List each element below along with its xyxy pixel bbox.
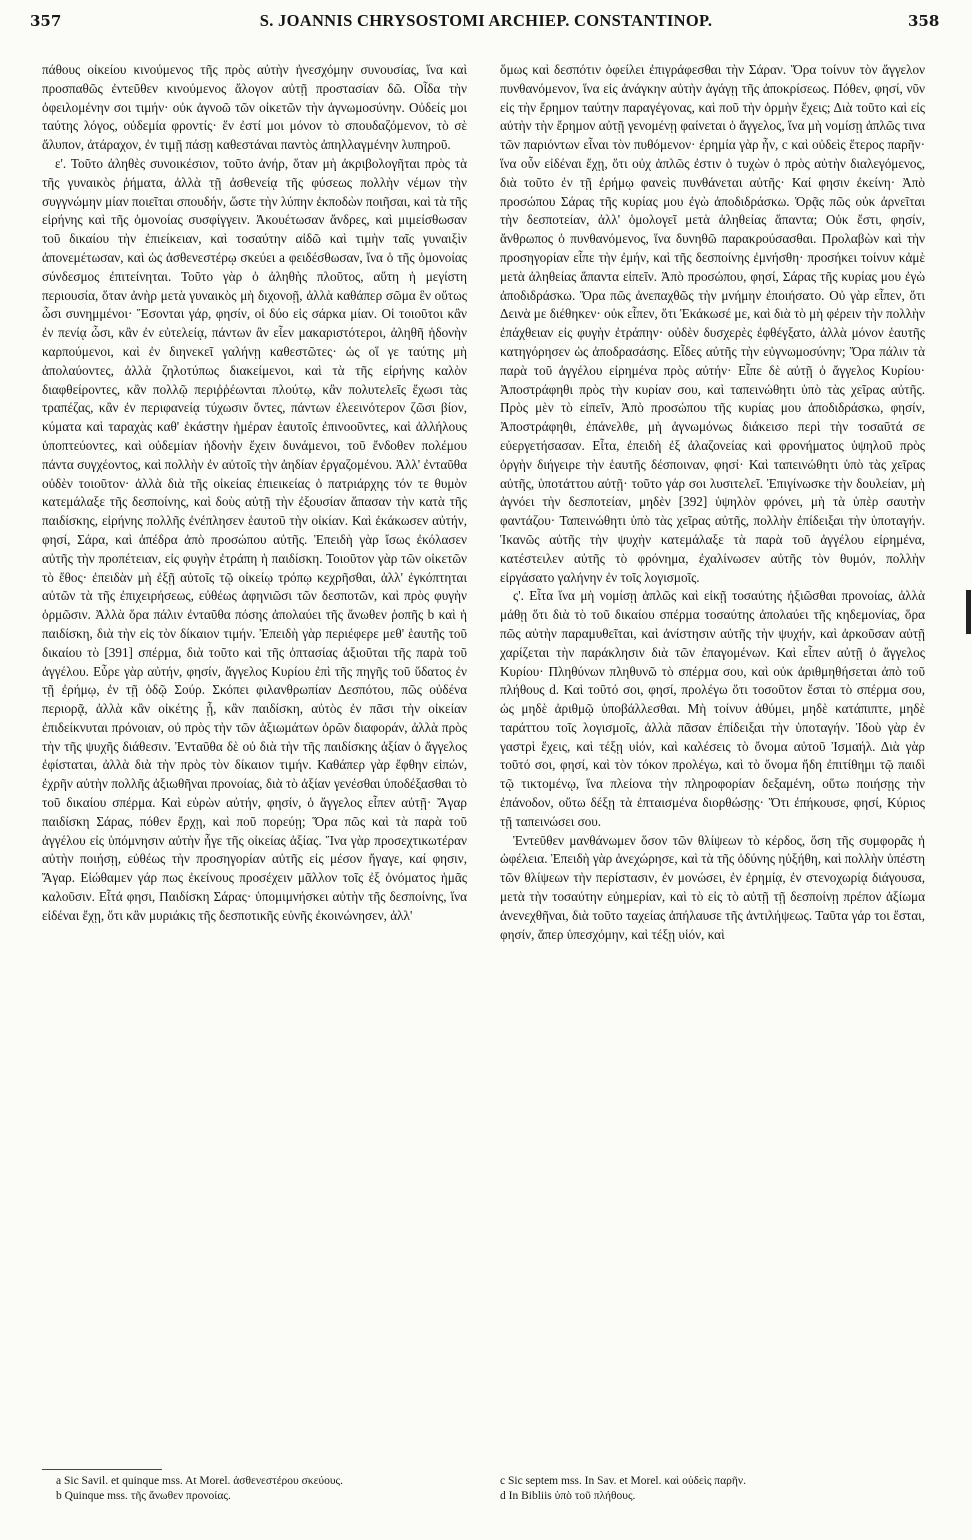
running-header <box>0 0 972 40</box>
footnote: d In Bibliis ὑπὸ τοῦ πλήθους. <box>500 1490 636 1502</box>
footnote: a Sic Savil. et quinque mss. At Morel. ἀσθενεστέρου σκεύους. <box>56 1475 343 1487</box>
footnotes-right <box>500 1474 920 1504</box>
binding-edge-mark <box>966 590 971 634</box>
paragraph: ς'. Εἶτα ἵνα μὴ νομίσῃ ἁπλῶς καὶ εἰκῇ τοσαύτης ἠξιῶσθαι προνοίας, ἀλλὰ μάθῃ ὅτι διὰ τὸ τοῦ δικαίου σπέρμα τοσαύτης ἀπολαύει τῆς κηδεμονίας, ὅρα πῶς αὐτὴν παραμυθεῖται, καὶ ἀνίστησιν αὐτῆς τὴν ψυχήν, καὶ ἀρκοῦσαν αὐτῇ χαρίζεται τὴν παράκλησιν διὰ τῶν ἐπαγομένων. Καὶ εἶπεν αὐτῇ ὁ ἄγγελος Κυρίου· Πληθύνων πληθυνῶ τὸ σπέρμα σου, καὶ οὐκ ἀριθμηθήσεται ἀπὸ τοῦ πλήθους d. Καὶ τοῦτό σοι, φησί, προλέγω ὅτι τοσοῦτον ἔσται τὸ σπέρμα σου, ὡς μηδὲ ἀριθμῷ ὑποβάλλεσθαι. Μὴ τοίνυν ἀθύμει, μηδὲ κατάπιπτε, μηδὲ ταράττου τοῖς λογισμοῖς, ἀλλὰ πᾶσαν ἐπίδειξαι τὴν ὑποταγήν. Ἰδοὺ γὰρ ἐν γαστρὶ ἔχεις, καὶ τέξῃ υἱόν, καὶ καλέσεις τὸ ὄνομα αὐτοῦ Ἰσμαήλ. Διὰ γὰρ τοῦτό σοι, φησί, καὶ τὸν τόκον προλέγω, καὶ τὸ ὄνομα ἤδη ἐπιτίθημι τῷ παιδὶ τῷ τικτομένῳ, ἵνα πλείονα τὴν πληροφορίαν δεξαμένη, οὕτω ποιήσῃς τὴν ἐπάνοδον, οὕτω δέξῃ τὰ ἐπταισμένα διορθώσῃς· Ὅτι ἐπήκουσε, φησί, Κύριος τῇ ταπεινώσει σου. <box>500 588 925 829</box>
footnotes-left <box>56 1474 476 1504</box>
left-column <box>42 61 467 1466</box>
running-title: S. JOANNIS CHRYSOSTOMI ARCHIEP. CONSTANTINOP. <box>259 11 713 30</box>
page-number-right: 358 <box>908 12 940 30</box>
footnote-rule <box>42 1469 162 1470</box>
footnote: c Sic septem mss. In Sav. et Morel. καὶ οὐδεὶς παρῆν. <box>500 1475 746 1487</box>
paragraph: πάθους οἰκείου κινούμενος τῆς πρὸς αὐτὴν ἠνεσχόμην συνουσίας, ἵνα καὶ προσπαθῶς ἐντεῦθεν κινούμενος ἄλογον αὐτῇ προστασίαν δῶ. Οἶδα τὴν ὀφειλομένην σοι τιμήν· οὐκ ἀγνοῶ τῶν οἰκετῶν τὴν ἀγνωμοσύνην. Οὐδείς μοι ταύτης λόγος, οὐδεμία φροντίς· ἕν ἐστί μοι μόνον τὸ σπουδαζόμενον, τὸ σὲ ἄλυπον, ἀτάραχον, ἐν τιμῇ πάσῃ καθεστάναι παντὸς ἀπηλλαγμένην λυπηροῦ. <box>42 62 467 153</box>
paragraph: Ἐντεῦθεν μανθάνωμεν ὅσον τῶν θλίψεων τὸ κέρδος, ὅση τῆς συμφορᾶς ἡ ὠφέλεια. Ἐπειδὴ γὰρ ἀνεχώρησε, καὶ τὰ τῆς ὀδύνης ηὐξήθη, καὶ πολλὴν ὑπέστη τῶν θλίψεων τὴν περίστασιν, ἐν μονώσει, ἐν ἐρημίᾳ, ἐν στενοχωρίᾳ διάγουσα, μετὰ τὴν τοσαύτην εὐημερίαν, καὶ τὸ εἰς τὸ αὐτῇ τῇ δεσποίνῃ πρέπον ἀξίωμα ἀνενεχθῆναι, διὰ τοῦτο ταχείας ἀπήλαυσε τῆς ἀντιλήψεως. Ταῦτα γάρ τοι ἔσται, φησίν, ἅπερ ὑπεσχόμην, καὶ τέξῃ υἱόν, καὶ <box>500 832 925 942</box>
right-column <box>500 61 925 1466</box>
page-number-left: 357 <box>30 12 62 30</box>
paragraph: ὅμως καὶ δεσπότιν ὀφείλει ἐπιγράφεσθαι τὴν Σάραν. Ὅρα τοίνυν τὸν ἄγγελον πυνθανόμενον, ἵνα εἰς ἀνάγκην αὐτὴν ἀγάγῃ τῆς ἀποκρίσεως. Πόθεν, φησί, νῦν εἰς τὴν ἔρημον ταύτην παραγέγονας, καὶ ποῦ τὴν ὁρμὴν ἔχεις; Διὰ τοῦτο καὶ εἰς αὐτὴν τὴν ἔρημον αὐτῇ γενομένῃ φαίνεται ὁ ἄγγελος, ἵνα μὴ νομίσῃ ἁπλῶς τινα τῶν παριόντων εἶναι τὸν πυθόμενον· ἐρημία γὰρ ἦν, c καὶ οὐδεὶς ἕτερος παρῆν· ἵνα οὖν εἰδέναι ἔχῃ, ὅτι οὐχ ἁπλῶς ἐστιν ὁ τυχὼν ὁ πρὸς αὐτὴν διαλεγόμενος, διὰ τοῦτο ἐν τῇ ἐρήμῳ φανεὶς πυνθάνεται αὐτῆς· Καί φησιν ἐκείνη· Ἀπὸ προσώπου Σάρας τῆς κυρίας μου ἐγὼ ἀποδιδράσκω. Ὁρᾷς πῶς οὐκ ἀρνεῖται τὴν δεσποτείαν, ἀλλ' ὁμολογεῖ μετὰ ἀληθείας ἅπαντα; Οὐκ ἔστι, φησίν, ἄνθρωπος ὁ πυνθανόμενος, ἵνα δυνηθῶ παρακρούσασθαι. Προλαβὼν καὶ τὴν προσηγορίαν εἶπε τὴν ἐμήν, καὶ τῆς δεσποίνης ἐμνήσθη· προσήκει τοίνυν κἀμὲ μετὰ ἀληθείας ἅπαντα εἰπεῖν. Ἀπὸ προσώπου, φησί, Σάρας τῆς κυρίας μου ἐγὼ ἀποδιδράσκω. Ὅρα πῶς ἀνεπαχθῶς τὴν μνήμην ἐποιήσατο. Οὐ γὰρ εἶπεν, ὅτι Δεινὰ με διέθηκεν· οὐκ εἶπεν, ὅτι Ἐκάκωσέ με, καὶ διὰ τὸ μὴ φέρειν τὴν πολλὴν ἐπάχθειαν εἰς φυγὴν ἐτράπην· οὐδὲν δυσχερὲς ἐφθέγξατο, ἀλλὰ μόνον ἑαυτῆς κατηγόρησεν ὡς ἀποδρασάσης. Εἶδες αὐτῆς τὴν εὐγνωμοσύνην; Ὅρα πάλιν τὰ παρὰ τοῦ ἀγγέλου εἰρημένα πρὸς αὐτήν· Εἶπε δὲ αὐτῇ ὁ ἄγγελος Κυρίου· Ἀποστράφηθι πρὸς τὴν κυρίαν σου, καὶ ταπεινώθητι ὑπὸ τὰς χεῖρας αὐτῆς. Πρὸς μὲν τὸ εἰπεῖν, Ἀπὸ προσώπου τῆς κυρίας μου ἀποδιδράσκω, φησίν, Ἀποστράφηθι, ἐπάνελθε, μὴ ἀγνωμόνως διάκεισο περὶ τὴν τοσαῦτά σε εὐεργετήσασαν. Εἶτα, ἐπειδὴ ἐξ ἀλαζονείας καὶ φρονήματος ὑψηλοῦ πρὸς ὀργὴν διήγειρε τὴν ἑαυτῆς δέσποιναν, φησί· Καὶ ταπεινώθητι ὑπὸ τὰς χεῖρας αὐτῆς, ὑποτάττου αὐτῇ· τοῦτο γάρ σοι λυσιτελεῖ. Ἐπιγίνωσκε τὴν δουλείαν, μὴ ἀγνόει τὴν δεσποτείαν, μηδὲν [392] ὑψηλὸν φρόνει, μὴ τὰ ὑπὲρ σαυτὴν φαντάζου· Ταπεινώθητι ὑπὸ τὰς χεῖρας αὐτῆς, πολλὴν ἐπίδειξαι τὴν ὑποταγήν. Ἱκανῶς αὐτῆς τὴν ψυχὴν κατεμάλαξε τὰ παρὰ τοῦ ἀγγέλου εἰρημένα, κατέστειλεν αὐτῆς τὸ φρόνημα, ἐχαλίνωσεν αὐτῆς τὸν θυμόν, πολλὴν εἰργάσατο γαλήνην ἐν τοῖς λογισμοῖς. <box>500 62 925 585</box>
paragraph: ε'. Τοῦτο ἀληθὲς συνοικέσιον, τοῦτο ἀνήρ, ὅταν μὴ ἀκριβολογῆται πρὸς τὰ τῆς γυναικὸς ῥήματα, ἀλλὰ τῇ ἀσθενείᾳ τῆς φύσεως πολλὴν νέμων τὴν συγγνώμην μίαν ποιεῖται σπουδήν, ὥστε τὴν λύπην ἐκποδὼν ποιῆσαι, καὶ τὰ τῆς εἰρήνης καὶ τῆς ὁμονοίας συσφίγγειν. Ἀκουέτωσαν ἄνδρες, καὶ μιμείσθωσαν τοῦ δικαίου τὴν ἐπιείκειαν, καὶ τοσαύτην αἰδῶ καὶ τιμὴν ταῖς γυναιξὶν ἀπονεμέτωσαν, καὶ ὡς ἀσθενεστέρῳ σκεύει a φειδέσθωσαν, ἵνα ὁ τῆς ὁμονοίας σύνδεσμος ἐπιτείνηται. Τοῦτο γὰρ ὁ ἀληθὴς πλοῦτος, αὕτη ἡ μεγίστη περιουσία, ὅταν ἀνὴρ μετὰ γυναικὸς μὴ διχονοῇ, ἀλλὰ καθάπερ σῶμα ἓν οὕτως ὦσι συνημμένοι· Ἔσονται γάρ, φησίν, οἱ δύο εἰς σάρκα μίαν. Οἱ τοιοῦτοι κἂν ἐν πενίᾳ ὦσι, κἂν ἐν εὐτελείᾳ, πάντων ἂν εἶεν μακαριστότεροι, ἀληθῆ ἡδονὴν καρπούμενοι, καὶ ἐν διηνεκεῖ γαλήνῃ καθεστῶτες· ὡς οἵ γε ταύτης μὴ ἀπολαύοντες, ἀλλὰ ζηλοτύπως διακείμενοι, καὶ τὰ τῆς εἰρήνης καλὸν διαφθείροντες, κἂν πολλῷ περιῤῥέωνται πλούτῳ, κἂν πολυτελεῖς ἔχωσι τὰς τραπέζας, κἂν ἐν περιφανείᾳ τύχωσιν ὄντες, πάντων ἐλεεινότερον ζῶσι βίον, κύματα καὶ ταραχὰς καθ' ἑκάστην ἡμέραν ἑαυτοῖς ἐπινοοῦντες, καὶ ἀλλήλους ὑποπτεύοντες, καὶ οὐδεμίαν ἡδονὴν ἔχειν δυνάμενοι, τοῦ ἔνδοθεν πολέμου πάντα συγχέοντος, καὶ πολλὴν ἐν αὐτοῖς τὴν ἀηδίαν ἐργαζομένου. Ἀλλ' ἐνταῦθα οὐδὲν τοιοῦτον· ἀλλὰ διὰ τῆς οἰκείας ἐπιεικείας ὁ πατριάρχης τόν τε θυμὸν κατεμάλαξε τῆς δεσποίνης, καὶ δοὺς αὐτῇ τὴν ἐξουσίαν ἅπασαν τὴν κατὰ τῆς παιδίσκης, εἰρήνης πολλῆς ἐνέπλησεν ἑαυτοῦ τὴν οἰκίαν. Καὶ ἐκάκωσεν αὐτήν, φησί, Σάρα, καὶ ἀπέδρα ἀπὸ προσώπου αὐτῆς. Ἐπειδὴ γὰρ ἴσως ἐκόλασεν αὐτῆς τὴν προπέτειαν, εἰς φυγὴν ἐτράπη ἡ παιδίσκη. Τοιοῦτον γὰρ τῶν οἰκετῶν τὸ ἔθος· ἐπειδὰν μὴ ἐξῇ αὐτοῖς τῷ οἰκείῳ τρόπῳ κεχρῆσθαι, ἀλλ' ἐγκόπτηται αὐτῶν τὰ τῆς ἐπιχειρήσεως, εὐθέως ἀφηνιῶσι τῶν δεσποτῶν, καὶ πρὸς φυγὴν ὁρμῶσιν. Ἀλλὰ ὅρα πάλιν ἐνταῦθα πόσης ἀπολαύει τῆς ἄνωθεν ῥοπῆς b καὶ ἡ παιδίσκη, διὰ τὴν εἰς τὸν δίκαιον τιμήν. Ἐπειδὴ γὰρ περιέφερε μεθ' ἑαυτῆς τοῦ δικαίου τὸ [391] σπέρμα, διὰ τοῦτο καὶ τῆς ὀπτασίας ἀξιοῦται τῆς παρὰ τοῦ ἀγγέλου. Εὗρε γὰρ αὐτήν, φησίν, ἄγγελος Κυρίου ἐπὶ τῆς πηγῆς τοῦ ὕδατος ἐν τῇ ἐρήμῳ, ἐν τῇ ὁδῷ Σούρ. Σκόπει φιλανθρωπίαν Δεσπότου, πῶς οὐδένα περιορᾷ, ἀλλὰ κἂν οἰκέτης ᾖ, κἂν παιδίσκη, αὐτὸς ἐν πᾶσι τὴν οἰκείαν ἐπιδείκνυται πρόνοιαν, οὐ πρὸς τὴν τῶν ἀξιωμάτων ὁρῶν διαφοράν, ἀλλὰ πρὸς τὴν τῆς ψυχῆς διάθεσιν. Ἐνταῦθα δὲ οὐ διὰ τὴν τῆς παιδίσκης ἀξίαν ὁ ἄγγελος ἐφίσταται, ἀλλὰ διὰ τὴν πρὸς τὸν δίκαιον τιμήν. Καθάπερ γὰρ ἔφθην εἰπών, ἐχρῆν αὐτὴν πολλῆς ἀξιωθῆναι προνοίας, διὰ τὸ ἀξίαν γενέσθαι ὑποδέξασθαι τὸ τοῦ δικαίου σπέρμα. Καὶ εὑρὼν αὐτήν, φησίν, ὁ ἄγγελος εἶπεν αὐτῇ· Ἄγαρ παιδίσκη Σάρας, πόθεν ἔρχῃ, καὶ ποῦ πορεύῃ; Ὅρα πῶς καὶ τὰ παρὰ τοῦ ἀγγέλου εἰς ὑπόμνησιν αὐτὴν ἦγε τῆς οἰκείας ἀξίας. Ἵνα γὰρ προσεχτικωτέραν αὐτὴν ποιήσῃ, εὐθέως τὴν προσηγορίαν αὐτῆς εἰς μέσον ἤγαγε, καί φησιν, Ἄγαρ. Εἰώθαμεν γάρ πως ἐκείνους προσέχειν μᾶλλον τοῖς ἐξ ὀνόματος ἡμᾶς καλοῦσιν. Εἶτά φησι, Παιδίσκη Σάρας· ὑπομιμνήσκει αὐτὴν τῆς δεσποίνης, ἵνα εἰδέναι ἔχῃ, ὅτι κἂν μυριάκις τῆς δεσποτικῆς εὐνῆς ἐκοινώνησεν, ἀλλ' <box>42 155 467 923</box>
footnote: b Quinque mss. τῆς ἄνωθεν προνοίας. <box>56 1490 231 1502</box>
